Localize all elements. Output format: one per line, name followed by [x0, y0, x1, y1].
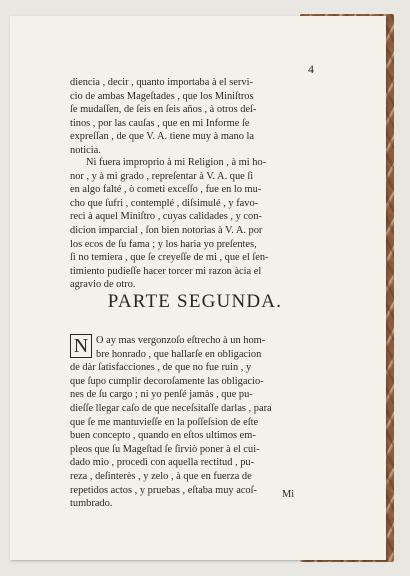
text-line: los ecos de ſu fama ; y los haria yo preſentes, — [70, 238, 257, 250]
text-line: cio de ambas Mageſtades , que los Miniſtros — [70, 90, 254, 102]
text-line: ſi no temiera , que ſe creyeſſe de mi , que el ſen- — [70, 252, 269, 264]
text-line: ſe mudaſſen, de ſeis en ſeis años , à otros deſ- — [70, 104, 257, 116]
text-line: en algo falté , ò cometi exceſſo , fue en lo mu- — [70, 184, 262, 196]
text-line: reza , deſinterès , y zelo , à que en fuerza de — [70, 470, 252, 482]
page-number: 4 — [308, 62, 314, 76]
text-line: timiento pudieſſe hacer torcer mi razon àcia el — [70, 265, 262, 277]
text-line: repetidos actos , y pruebas , eſtaba muy acoſ- — [70, 484, 257, 496]
paragraph-3 — [70, 334, 320, 511]
heading-word-2: SEGUNDA. — [177, 291, 283, 312]
section-heading — [70, 291, 320, 313]
text-line: nes de ſu cargo ; ni yo penſé jamàs , que pu- — [70, 389, 253, 401]
text-line: tumbrado. — [70, 498, 113, 510]
text-line: buen concepto , quando en eſtos ultimos em- — [70, 430, 256, 442]
text-line: de dàr ſatisfacciones , de que no fue ruin , y — [70, 362, 252, 374]
text-line: que ſe me mantuvieſſe en la poſſeſsion de eſte — [70, 416, 259, 428]
text-line: nor , y à mi grado , repreſentar à V. A. que ſi — [70, 170, 254, 182]
text-line: Ni fuera improprio à mi Religion , à mi ho- — [86, 157, 267, 168]
text-line: cho que ſufri , contemplé , diſsimulé , y favo- — [70, 197, 259, 209]
decorated-initial: N — [70, 334, 92, 358]
text-line: pleos que ſu Mageſtad ſe ſirviò poner à el cui- — [70, 443, 260, 455]
text-line: dado mio , procedì con aquella rectitud , pu- — [70, 457, 255, 469]
text-line: bre honrado , que hallarſe en obligacion — [96, 348, 262, 360]
text-line: expreſſan , de que V. A. tiene muy à mano la — [70, 131, 255, 143]
text-line: que ſupo cumplir decoroſamente las obligacio- — [70, 375, 264, 387]
text-line: noticia. — [70, 144, 101, 156]
paragraph-1 — [70, 76, 320, 158]
heading-word-1: PARTE — [107, 291, 172, 312]
text-line: O ay mas vergonzoſo eſtrecho à un hom- — [96, 335, 266, 346]
paragraph-2 — [70, 156, 320, 292]
text-line: dicion imparcial , ſon bien notorias à V. A. por — [70, 224, 263, 236]
text-line: tinos , por las cauſas , que en mi Informe ſe — [70, 117, 250, 129]
text-line: diencia , decir , quanto importaba à el servi- — [70, 77, 253, 88]
text-line: agravio de otro. — [70, 279, 136, 291]
catchword: Mi — [282, 489, 295, 500]
text-line: recì à aquel Miniſtro , cuyas calidades , y con- — [70, 211, 262, 223]
text-line: dieſſe llegar caſo de que neceſsitaſſe darlas , para — [70, 402, 272, 414]
